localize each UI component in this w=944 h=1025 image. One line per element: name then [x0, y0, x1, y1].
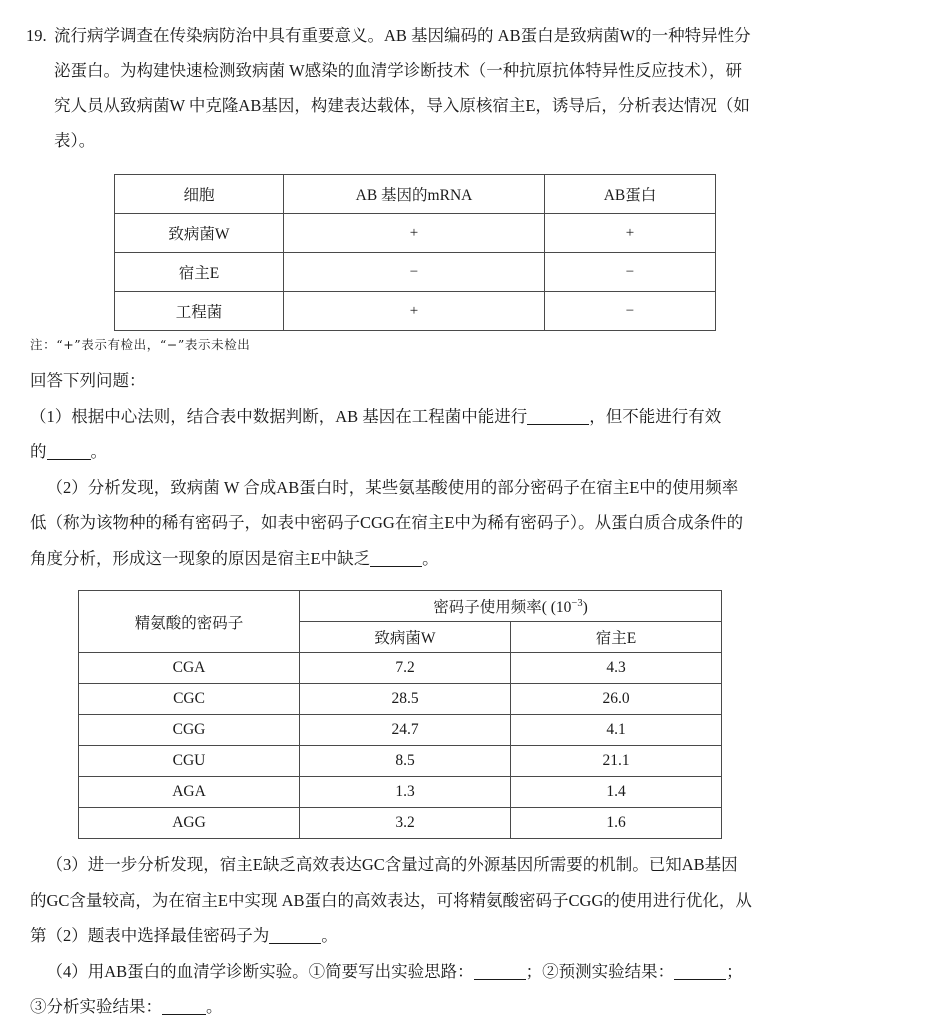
codon-freq-e: 4.3 — [511, 653, 722, 684]
q4-text-b: ；②预测实验结果： — [525, 961, 675, 981]
codon-freq-e: 1.6 — [511, 808, 722, 839]
sub-question-3-line2: 的GC含量较高，为在宿主E中实现 AB蛋白的高效表达，可将精氨酸密码子CGG的使用进行优化，从 — [30, 890, 752, 910]
codon-freq-w: 24.7 — [300, 715, 511, 746]
table-header-row-top — [79, 591, 722, 622]
table-row — [79, 684, 722, 715]
stem-line-1: 流行病学调查在传染病防治中具有重要意义。AB 基因编码的 AB蛋白是致病菌W的一种特异性分 — [54, 26, 751, 45]
question-stem-text — [54, 18, 928, 158]
column-header-codon: 精氨酸的密码子 — [79, 591, 300, 653]
q3-text-a: 第（2）题表中选择最佳密码子为 — [30, 926, 270, 945]
row-protein-value: − — [545, 253, 716, 292]
codon-freq-w: 8.5 — [300, 746, 511, 777]
question-stem — [16, 18, 928, 158]
column-header-cell: 细胞 — [115, 175, 284, 214]
codon-freq-e: 4.1 — [511, 715, 722, 746]
sub-question-2-line3 — [16, 541, 928, 577]
frequency-header-post: ) — [582, 599, 588, 616]
sub-question-2-line1: （2）分析发现，致病菌 W 合成AB蛋白时，某些氨基酸使用的部分密码子在宿主E中的使用频率 — [46, 477, 739, 497]
answer-blank[interactable] — [269, 943, 321, 944]
answer-blank[interactable] — [370, 566, 422, 567]
question-number: 19. — [26, 26, 47, 45]
table-row — [115, 292, 716, 331]
sub-question-1 — [16, 399, 928, 435]
column-header-w: 致病菌W — [300, 622, 511, 653]
table-header-row — [115, 175, 716, 214]
table-row — [79, 777, 722, 808]
column-header-frequency-group — [300, 591, 722, 622]
answer-prompt: 回答下列问题： — [30, 371, 146, 390]
row-label: 致病菌W — [115, 214, 284, 253]
codon-label: CGU — [79, 746, 300, 777]
codon-freq-e: 1.4 — [511, 777, 722, 808]
q2-text-a: 角度分析，形成这一现象的原因是宿主E中缺乏 — [30, 548, 371, 568]
answer-blank[interactable] — [474, 979, 526, 980]
row-label: 宿主E — [115, 253, 284, 292]
table-row — [79, 653, 722, 684]
stem-line-2: 泌蛋白。为构建快速检测致病菌 W感染的血清学诊断技术（一种抗原抗体特异性反应技术），研 — [54, 61, 742, 80]
sub-question-1-cont — [16, 434, 928, 470]
row-mrna-value: − — [284, 253, 545, 292]
frequency-header-exponent: −3 — [571, 597, 583, 609]
table-row — [115, 214, 716, 253]
codon-freq-w: 1.3 — [300, 777, 511, 808]
row-protein-value: + — [545, 214, 716, 253]
row-mrna-value: + — [284, 292, 545, 331]
codon-label: CGG — [79, 715, 300, 746]
table-expression-wrapper — [16, 174, 928, 331]
column-header-e: 宿主E — [511, 622, 722, 653]
answer-blank[interactable] — [162, 1014, 206, 1015]
table-row — [79, 746, 722, 777]
q4-text-d: ③分析实验结果： — [30, 997, 162, 1016]
q1-text-a: （1）根据中心法则，结合表中数据判断，AB 基因在工程菌中能进行 — [30, 406, 528, 426]
answer-blank[interactable] — [47, 459, 91, 460]
codon-label: CGC — [79, 684, 300, 715]
row-label: 工程菌 — [115, 292, 284, 331]
table-expression — [114, 174, 716, 331]
q1-text-b: ，但不能进行有效 — [589, 406, 722, 426]
codon-freq-w: 3.2 — [300, 808, 511, 839]
sub-question-2-line2: 低（称为该物种的稀有密码子，如表中密码子CGG在宿主E中为稀有密码子）。从蛋白质合成条件的 — [30, 513, 744, 532]
codon-label: CGA — [79, 653, 300, 684]
table-row — [79, 808, 722, 839]
sub-question-3-line3 — [16, 918, 928, 954]
q4-text-c: ； — [726, 961, 743, 981]
column-header-mrna: AB 基因的mRNA — [284, 175, 545, 214]
table-codon-frequency — [78, 590, 722, 839]
q1-text-c: 的 — [30, 442, 47, 461]
table-codon-wrapper — [16, 590, 928, 839]
codon-freq-e: 21.1 — [511, 746, 722, 777]
codon-freq-e: 26.0 — [511, 684, 722, 715]
column-header-protein: AB蛋白 — [545, 175, 716, 214]
q1-text-d: 。 — [90, 442, 107, 461]
codon-freq-w: 7.2 — [300, 653, 511, 684]
sub-question-3-line1: （3）进一步分析发现，宿主E缺乏高效表达GC含量过高的外源基因所需要的机制。已知AB基因 — [46, 855, 738, 874]
sub-question-4-line1 — [16, 954, 928, 990]
answer-blank[interactable] — [674, 979, 726, 980]
q3-text-b: 。 — [321, 926, 338, 945]
stem-line-4: 表）。 — [54, 131, 96, 150]
q4-text-a: （4）用AB蛋白的血清学诊断实验。①简要写出实验思路： — [46, 961, 474, 981]
table-row — [115, 253, 716, 292]
table-row — [79, 715, 722, 746]
row-mrna-value: + — [284, 214, 545, 253]
table-expression-note: 注：“+”表示有检出，“−”表示未检出 — [30, 337, 251, 352]
stem-line-3: 究人员从致病菌W 中克隆AB基因，构建表达载体，导入原核宿主E，诱导后，分析表达情况（如 — [54, 96, 750, 115]
q2-text-b: 。 — [422, 548, 439, 568]
codon-label: AGG — [79, 808, 300, 839]
codon-label: AGA — [79, 777, 300, 808]
codon-freq-w: 28.5 — [300, 684, 511, 715]
sub-question-4-line2 — [16, 989, 928, 1025]
row-protein-value: − — [545, 292, 716, 331]
answer-blank[interactable] — [527, 424, 589, 425]
q4-text-e: 。 — [206, 997, 223, 1016]
frequency-header-pre: 密码子使用频率( (10 — [433, 599, 572, 616]
